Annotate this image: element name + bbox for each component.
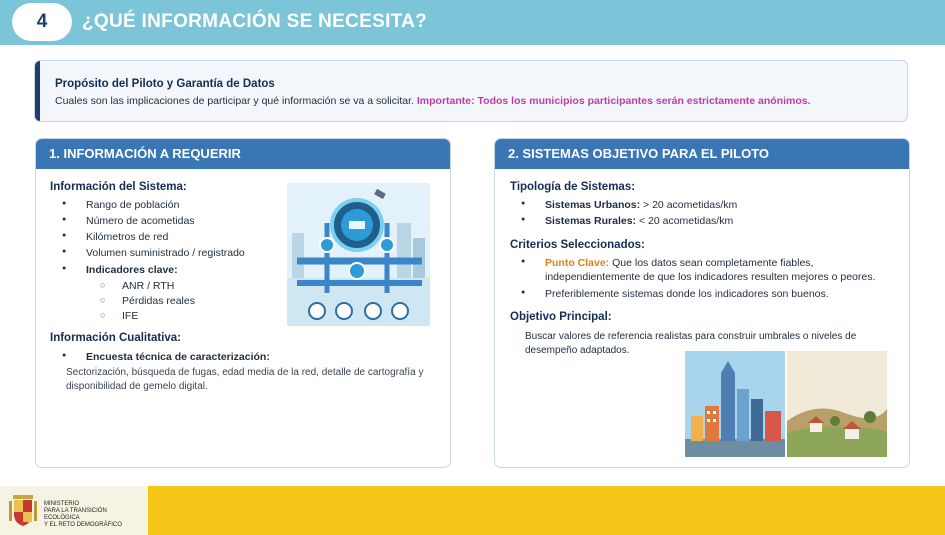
system-info-title: Información del Sistema: — [50, 181, 187, 193]
sub-list-item: ○ ANR / RTH — [122, 280, 174, 292]
key-indicators-item — [86, 264, 178, 276]
survey-item — [86, 351, 270, 363]
list-item: ● Kilómetros de red — [86, 231, 168, 243]
purpose-box — [34, 60, 908, 122]
water-network-icon — [287, 183, 430, 326]
urban-label: Sistemas Urbanos: — [545, 199, 641, 211]
purpose-title: Propósito del Piloto y Garantía de Datos — [55, 78, 275, 90]
key-indicators-label: Indicadores clave: — [86, 264, 178, 276]
slide-number: 4 — [12, 3, 72, 41]
list-item: ● Volumen suministrado / registrado — [86, 247, 245, 259]
slide-header — [0, 0, 945, 45]
key-point-item — [545, 257, 813, 269]
objective-text: Buscar valores de referencia realistas para construir umbrales o niveles de desempeño adaptados. — [525, 331, 857, 356]
key-point-continuation: independientemente de que los indicadores resulten mejores o peores. — [545, 271, 876, 283]
key-point-label: Punto Clave: — [545, 257, 610, 269]
typology-title: Tipología de Sistemas: — [510, 181, 636, 193]
qualitative-info-title: Información Cualitativa: — [50, 332, 181, 344]
urban-systems-item — [545, 199, 737, 211]
target-systems-card — [494, 138, 910, 468]
water-network-illustration — [287, 183, 430, 326]
target-systems-heading: 2. SISTEMAS OBJETIVO PARA EL PILOTO — [495, 139, 909, 169]
criteria-title: Criterios Seleccionados: — [510, 239, 645, 251]
survey-label: Encuesta técnica de caracterización: — [86, 351, 270, 363]
footer-bar — [0, 486, 945, 535]
preference-item: ● Preferiblemente sistemas donde los indicadores son buenos. — [545, 288, 829, 300]
purpose-text — [55, 95, 811, 107]
purpose-important: Importante: Todos los municipios participantes serán estrictamente anónimos. — [416, 95, 811, 107]
sub-list-item: ○ IFE — [122, 310, 138, 322]
survey-detail: Sectorización, búsqueda de fugas, edad media de la red, detalle de cartografía y disponibilidad de gemelo digital. — [66, 367, 424, 392]
sub-list-item: ○ Pérdidas reales — [122, 295, 195, 307]
rural-value: < 20 acometidas/km — [636, 215, 734, 227]
ministry-line: PARA LA TRANSICIÓN ECOLÓGICA — [44, 508, 107, 521]
purpose-description: Cuales son las implicaciones de participar y qué información se va a solicitar. — [55, 95, 414, 107]
list-item: ● Rango de población — [86, 199, 179, 211]
info-card-heading: 1. INFORMACIÓN A REQUERIR — [36, 139, 450, 169]
slide-title: ¿QUÉ INFORMACIÓN SE NECESITA? — [82, 11, 428, 32]
info-card — [35, 138, 451, 468]
rural-label: Sistemas Rurales: — [545, 215, 637, 227]
ministry-line: MINISTERIO — [44, 501, 80, 507]
spain-shield-icon — [8, 492, 38, 528]
list-item: ● Número de acometidas — [86, 215, 195, 227]
urban-value: > 20 acometidas/km — [640, 199, 738, 211]
ministry-line: Y EL RETO DEMOGRÁFICO — [44, 522, 122, 528]
purpose-accent-bar — [35, 61, 40, 121]
ministry-logo-area — [0, 486, 148, 535]
objective-title: Objetivo Principal: — [510, 311, 612, 323]
city-rural-illustration — [685, 351, 887, 457]
rural-systems-item — [545, 215, 733, 227]
ministry-name — [44, 501, 144, 529]
key-point-text: Que los datos sean completamente fiables, — [609, 257, 814, 269]
city-rural-icon — [685, 351, 887, 457]
